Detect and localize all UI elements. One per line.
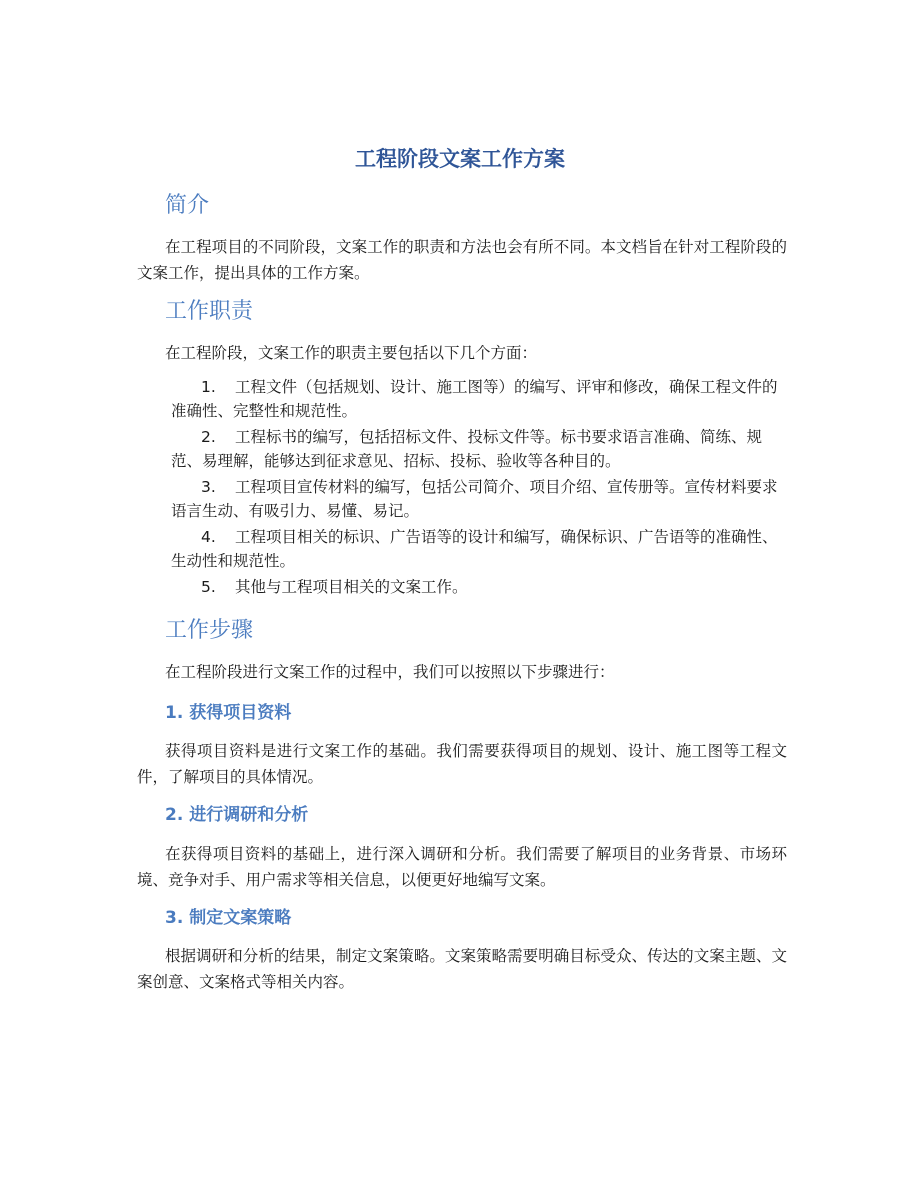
list-item-number: 1. xyxy=(201,378,216,396)
heading-duties: 工作职责 xyxy=(165,299,254,324)
step-heading: 2. 进行调研和分析 xyxy=(165,805,309,825)
step-paragraph: 根据调研和分析的结果，制定文案策略。文案策略需要明确目标受众、传达的文案主题、文案创意、文案格式等相关内容。 xyxy=(137,947,787,991)
heading-intro: 简介 xyxy=(165,193,210,218)
steps-lead: 在工程阶段进行文案工作的过程中，我们可以按照以下步骤进行： xyxy=(165,663,615,681)
duties-lead: 在工程阶段，文案工作的职责主要包括以下几个方面： xyxy=(165,344,538,362)
duties-list xyxy=(137,375,787,601)
list-item-text: 工程项目相关的标识、广告语等的设计和编写，确保标识、广告语等的准确性、生动性和规范性。 xyxy=(171,528,778,570)
list-item-text: 工程项目宣传材料的编写，包括公司简介、项目介绍、宣传册等。宣传材料要求语言生动、有吸引力、易懂、易记。 xyxy=(171,478,778,520)
step-heading: 3. 制定文案策略 xyxy=(165,908,292,928)
list-item xyxy=(137,575,787,599)
list-item xyxy=(137,375,787,423)
list-item-text: 工程标书的编写，包括招标文件、投标文件等。标书要求语言准确、简练、规范、易理解，能够达到征求意见、招标、投标、验收等各种目的。 xyxy=(171,428,763,470)
list-item xyxy=(137,425,787,473)
step-paragraph: 在获得项目资料的基础上，进行深入调研和分析。我们需要了解项目的业务背景、市场环境、竞争对手、用户需求等相关信息，以便更好地编写文案。 xyxy=(137,845,787,889)
list-item-number: 2. xyxy=(201,428,216,446)
list-item xyxy=(137,475,787,523)
step-paragraph: 获得项目资料是进行文案工作的基础。我们需要获得项目的规划、设计、施工图等工程文件，了解项目的具体情况。 xyxy=(137,742,787,786)
list-item-number: 4. xyxy=(201,528,216,546)
step-heading: 1. 获得项目资料 xyxy=(165,703,292,723)
list-item-text: 工程文件（包括规划、设计、施工图等）的编写、评审和修改，确保工程文件的准确性、完整性和规范性。 xyxy=(171,378,778,420)
list-item-number: 3. xyxy=(201,478,216,496)
heading-steps: 工作步骤 xyxy=(165,618,254,643)
list-item-number: 5. xyxy=(201,578,216,596)
document-title: 工程阶段文案工作方案 xyxy=(355,147,565,171)
list-item-text: 其他与工程项目相关的文案工作。 xyxy=(235,578,468,596)
intro-paragraph: 在工程项目的不同阶段，文案工作的职责和方法也会有所不同。本文档旨在针对工程阶段的文案工作，提出具体的工作方案。 xyxy=(137,238,787,282)
list-item xyxy=(137,525,787,573)
